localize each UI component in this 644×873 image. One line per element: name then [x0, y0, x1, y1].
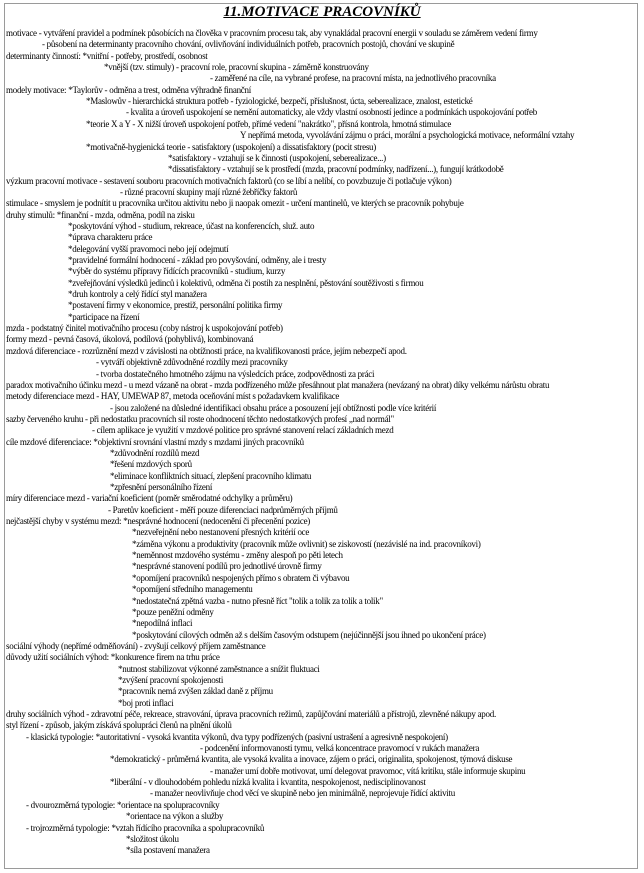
text-line: - manažer neovlivňuje chod věcí ve skupině nebo jen minimálně, neprojevuje řídící aktivitu [150, 788, 455, 799]
text-line: *nesprávné stanovení podílů pro jednotlivé úrovně firmy [132, 561, 322, 572]
text-line: cíle mzdové diferenciace: *objektivní srovnání vlastní mzdy s mzdami jiných pracovníků [6, 436, 304, 447]
text-line: *satisfaktory - vztahují se k činnosti (uspokojení, seberealizace...) [168, 152, 386, 163]
text-line: - různé pracovní skupiny mají různé žebříčky faktorů [120, 186, 298, 197]
text-line: *síla postavení manažera [126, 845, 210, 856]
text-line: *nezveřejnění nebo nestanovení přesných kritérií oce [132, 527, 310, 538]
text-line: - trojrozměrná typologie: *vztah řídícího pracovníka a spolupracovníků [26, 822, 265, 833]
text-line: sazby červeného kruhu - při nedostatku pracovních sil roste ohodnocení těchto nedostatkových profesí „nad normál" [6, 413, 394, 424]
text-line: *vnější (tzv. stimuly) - pracovní role, pracovní skupina - záměrně konstruovány [104, 62, 369, 73]
text-line: sociální výhody (nepřímé odměňování) - zvyšují celkový příjem zaměstnance [6, 640, 266, 651]
text-line: *pouze peněžní odměny [132, 606, 214, 617]
text-line: modely motivace: *Taylorův - odměna a trest, odměna výhradně finanční [6, 84, 251, 95]
text-line: *postavení firmy v ekonomice, prestiž, personální politika firmy [68, 300, 283, 311]
text-line: *teorie X a Y - X nižší úroveň uspokojení potřeb, přímé vedení "nakrátko", přísná kontrola, hmotná stimulace [86, 118, 452, 129]
text-line: motivace - vytváření pravidel a podmínek působících na člověka v pracovním procesu tak, aby vynakládal pracovní energii v souladu se záměrem vedení firmy [6, 28, 538, 38]
text-line: míry diferenciace mezd - variační koeficient (poměr směrodatné odchylky a průměru) [6, 493, 293, 504]
text-line: *pravidelné formální hodnocení - základ pro povyšování, odměny, ale i tresty [68, 255, 327, 265]
text-line: *řešení mzdových sporů [110, 459, 192, 470]
text-line: - Paretův koeficient - měří pouze diferenciaci nadprůměrných příjmů [108, 504, 338, 515]
text-line: *nutnost stabilizovat výkonné zaměstnance a snížit fluktuaci [118, 663, 320, 674]
text-line: *složitost úkolu [126, 833, 179, 844]
text-line: výzkum pracovní motivace - sestavení souboru pracovních motivačních faktorů (co se líbí a nelíbí, co povzbuzuje či potlačuje výkon) [6, 175, 452, 186]
text-line: důvody užití sociálních výhod: *konkurence firem na trhu práce [6, 652, 220, 663]
text-line: - podcenění informovanosti tymu, velká koncentrace pravomocí v rukách manažera [200, 743, 480, 754]
text-line: formy mezd - pevná časová, úkolová, podílová (pohyblivá), kombinovaná [6, 334, 254, 345]
text-line: druhy stimulů: *finanční - mzda, odměna, podíl na zisku [6, 209, 195, 220]
text-line: *opomíjení pracovníků nespojených přímo s obratem či výbavou [132, 572, 350, 583]
text-line: *nedostatečná zpětná vazba - nutno přesně říct "tolik a tolik za tolik a tolik" [132, 595, 383, 606]
text-line: *poskytování cílových odměn až s delším časovým odstupem (nejúčinnější jsou ihned po ukončení práce) [132, 629, 486, 640]
text-line: Y nepřímá metoda, vyvolávání zájmu o práci, morální a psychologická motivace, neformální vztahy [240, 130, 575, 141]
text-line: stimulace - smyslem je podnítit u pracovníka určitou aktivitu nebo ji naopak omezit - určení mantinelů, ve kterých se pracovník pohybuje [6, 198, 464, 209]
text-line: *druh kontroly a celý řídící styl manažera [68, 289, 207, 300]
text-line: *Maslowův - hierarchická struktura potřeb - fyziologické, bezpečí, příslušnost, úcta, seberealizace, znalost, estetické [86, 96, 473, 107]
text-line: *pracovník nemá zvýšen základ daně z příjmu [118, 686, 273, 697]
text-line: *eliminace konfliktních situací, zlepšení pracovního klimatu [110, 470, 312, 481]
text-line: *liberální - v dlouhodobém pohledu nízká kvalita i kvantita, nespokojenost, nedisciplinovanost [110, 777, 426, 788]
text-line: *nepodílná inflaci [132, 618, 193, 629]
text-line: metody diferenciace mezd - HAY, UMEWAP 87, metoda oceňování míst s požadavkem kvalifikace [6, 391, 340, 402]
text-line: - tvorba dostatečného hmotného zájmu na výsledcích práce, zodpovědnosti za práci [96, 368, 375, 379]
text-line: mzdová diferenciace - rozrůznění mezd v závislosti na obtížnosti práce, na kvalifikovanosti práce, jejím nebezpečí apod. [6, 345, 407, 356]
text-line: - působení na determinanty pracovního chování, ovlivňování individuálních potřeb, pracovních postojů, chování ve skupině [42, 39, 455, 50]
text-line: *opomíjení středního managementu [132, 584, 253, 595]
text-line: - manažer umí dobře motivovat, umí delegovat pravomoc, vítá kritiku, stále informuje skupinu [210, 765, 526, 776]
text-line: - vytváří objektivně zdůvodněné rozdíly mezi pracovníky [96, 357, 288, 368]
text-line: *participace na řízení [68, 311, 140, 322]
text-line: *zpřesnění personálního řízení [110, 482, 213, 492]
text-line: - dvourozměrná typologie: *orientace na spolupracovníky [26, 799, 220, 810]
text-line: *delegování vyšší pravomoci nebo její odejmutí [68, 243, 229, 254]
text-line: *zveřejňování výsledků jedinců i kolektivů, odměna či postih za nesplnění, pěstování soutěživosti s firmou [68, 277, 424, 288]
text-line: - cílem aplikace je využití v mzdové politice pro správné stanovení relací základních mezd [92, 425, 394, 436]
document-title: 11.MOTIVACE PRACOVNÍKŮ [223, 4, 421, 20]
text-line: - jsou založené na důsledné identifikaci obsahu práce a posouzení její obtížnosti podle více kritérií [110, 402, 437, 413]
text-line: *motivačně-hygienická teorie - satisfaktory (uspokojení) a dissatisfaktory (pocit stresu) [86, 141, 376, 152]
text-line: - klasická typologie: *autoritativní - vysoká kvantita výkonů, dva typy podřízených (pasivní ustrašení a agresivně nespokojení) [26, 731, 448, 742]
text-line: *zvýšení pracovní spokojenosti [118, 674, 224, 685]
text-line: - kvalita a úroveň uspokojení se nemění automaticky, ale vždy vlastní osobností jedince a podmínkách uspokojování potřeb [126, 107, 537, 118]
text-line: *poskytování výhod - studium, rekreace, účast na konferencích, služ. auto [68, 220, 315, 231]
text-line: determinanty činností: *vnitřní - potřeby, prostředí, osobnost [6, 50, 208, 61]
text-line: *zdůvodnění rozdílů mezd [110, 447, 200, 458]
text-line: *boj proti inflaci [118, 697, 174, 708]
text-line: *dissatisfaktory - vztahují se k prostředí (mzda, pracovní podmínky, nadřízení...), fungují krátkodobě [168, 164, 504, 175]
text-line: nejčastější chyby v systému mezd: *nesprávné hodnocení (nedocenění či přecenění pozice) [6, 516, 311, 527]
text-line: - zaměřené na cíle, na vybrané profese, na pracovní místa, na jednotlivého pracovníka [210, 73, 496, 84]
text-line: *záměna výkonu a produktivity (pracovník může ovlivnit) se ziskovostí (nezávislé na ind. pracovníkovi) [132, 538, 481, 549]
text-line: mzda - podstatný činitel motivačního procesu (coby nástroj k uspokojování potřeb) [6, 323, 283, 334]
text-line: styl řízení - způsob, jakým získává spolupráci členů na plnění úkolů [6, 720, 232, 731]
text-line: *demokratický - průměrná kvantita, ale vysoká kvalita a inovace, zájem o práci, originalita, spokojenost, týmová diskuse [110, 754, 513, 765]
text-line: *neměnnost mzdového systému - změny alespoň po pěti letech [132, 550, 343, 561]
text-line: *orientace na výkon a služby [126, 811, 224, 822]
text-line: paradox motivačního účinku mezd - u mezd vázaně na obrat - mzda podřízeného může přesáhnout plat manažera (nevázaný na obrat) díky velkému nárůstu obratu [6, 379, 550, 390]
text-line: *úprava charakteru práce [68, 232, 153, 243]
text-line: druhy sociálních výhod - zdravotní péče, rekreace, stravování, úprava pracovních režimů, zapůjčování materiálů a přístrojů, zlevněné nákupy apod. [6, 709, 496, 719]
text-line: *výběr do systému přípravy řídících pracovníků - studium, kurzy [68, 266, 286, 277]
